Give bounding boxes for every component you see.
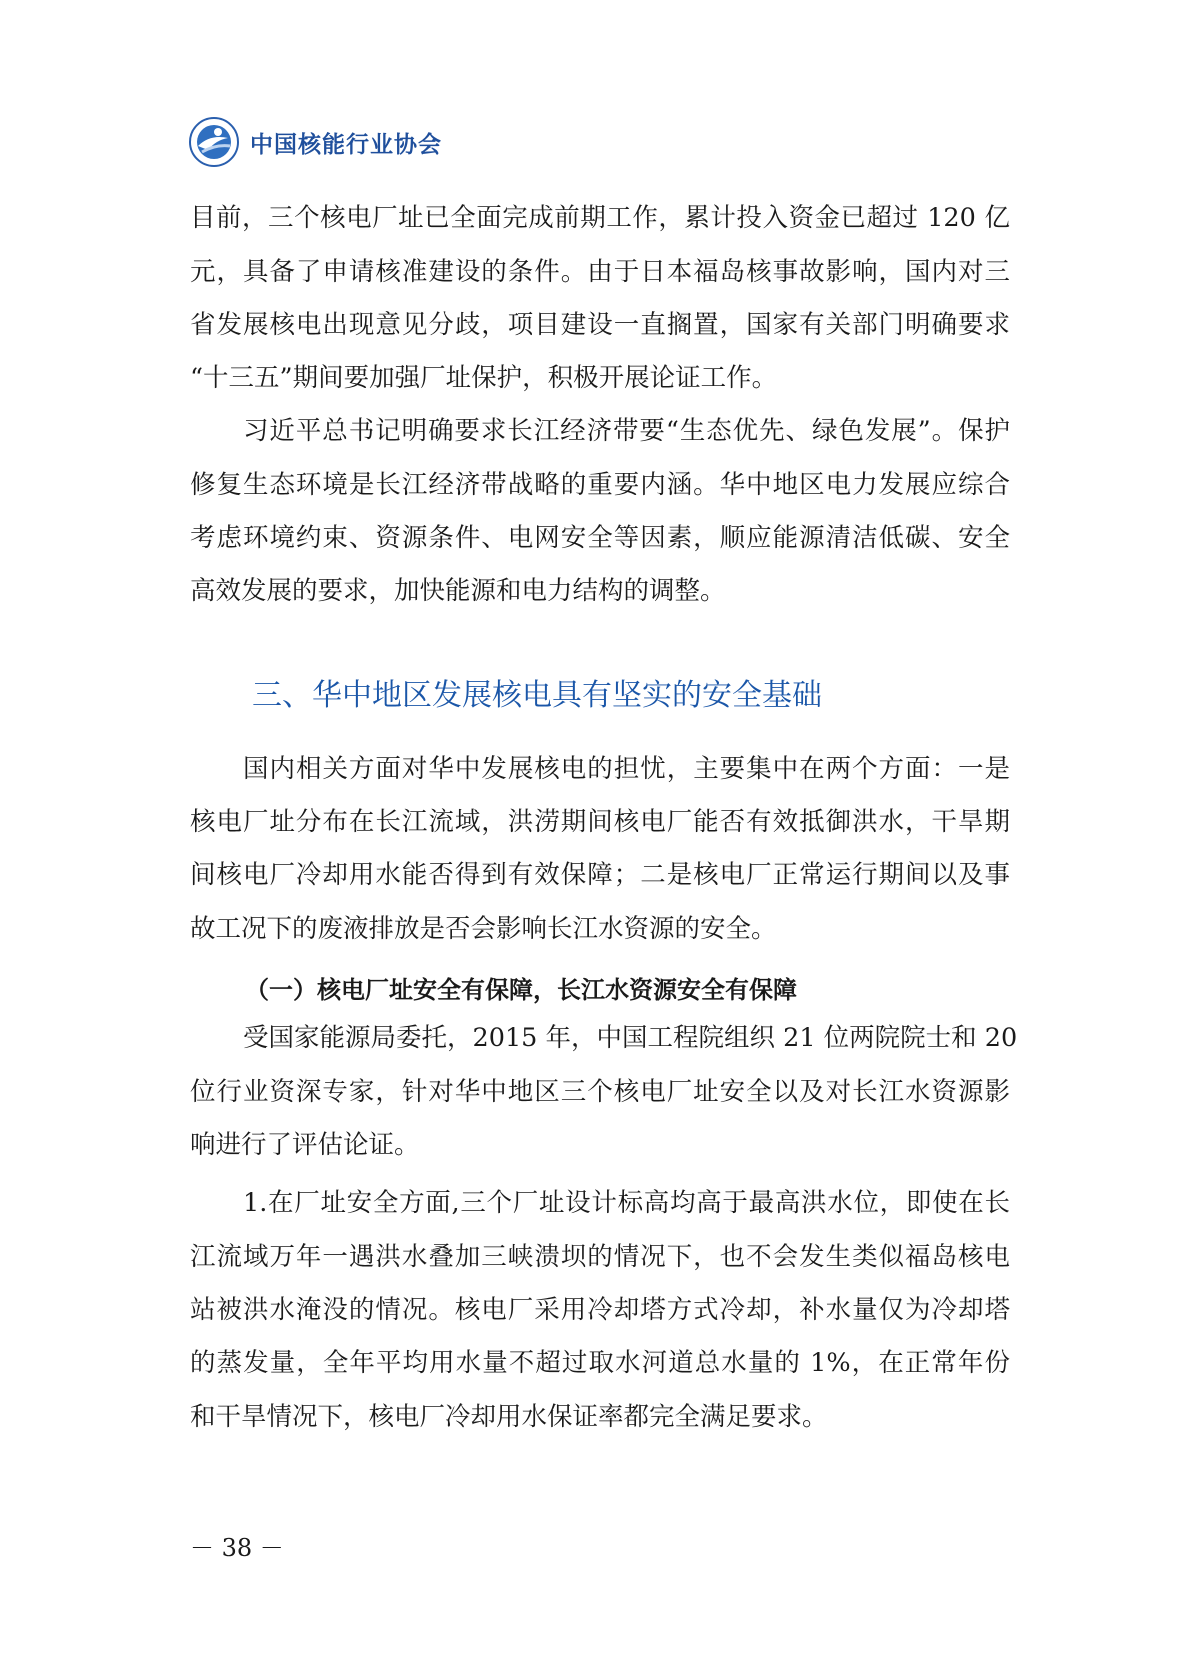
text-line: 响进行了评估论证。 [190, 1130, 420, 1160]
header-logo [188, 116, 442, 168]
text-line: 故工况下的废液排放是否会影响长江水资源的安全。 [190, 914, 777, 944]
section-heading: 三、华中地区发展核电具有坚实的安全基础 [252, 678, 822, 713]
text-line: 和干旱情况下，核电厂冷却用水保证率都完全满足要求。 [190, 1402, 828, 1432]
text-line: 核电厂址分布在长江流域，洪涝期间核电厂能否有效抵御洪水，干旱期 [190, 807, 1010, 837]
text-line: 国内相关方面对华中发展核电的担忧，主要集中在两个方面：一是 [243, 754, 1010, 784]
subheading: （一）核电厂址安全有保障，长江水资源安全有保障 [245, 976, 797, 1004]
text-line: 考虑环境约束、资源条件、电网安全等因素，顺应能源清洁低碳、安全 [190, 523, 1010, 553]
association-logo-icon [188, 116, 240, 168]
text-line: 元，具备了申请核准建设的条件。由于日本福岛核事故影响，国内对三 [190, 257, 1010, 287]
text-line: 1.在厂址安全方面,三个厂址设计标高均高于最高洪水位，即使在长 [243, 1188, 1010, 1218]
page-number: － 38 － [190, 1534, 284, 1562]
text-line: 间核电厂冷却用水能否得到有效保障；二是核电厂正常运行期间以及事 [190, 860, 1010, 890]
text-line: “十三五”期间要加强厂址保护，积极开展论证工作。 [190, 363, 778, 393]
text-line: 高效发展的要求，加快能源和电力结构的调整。 [190, 576, 726, 606]
text-line: 受国家能源局委托，2015 年，中国工程院组织 21 位两院院士和 20 [243, 1023, 1018, 1053]
text-line: 位行业资深专家，针对华中地区三个核电厂址安全以及对长江水资源影 [190, 1077, 1010, 1107]
text-line: 江流域万年一遇洪水叠加三峡溃坝的情况下，也不会发生类似福岛核电 [190, 1242, 1010, 1272]
text-line: 习近平总书记明确要求长江经济带要“生态优先、绿色发展”。保护 [243, 416, 1010, 446]
org-name: 中国核能行业协会 [250, 131, 442, 158]
text-line: 的蒸发量，全年平均用水量不超过取水河道总水量的 1%，在正常年份 [190, 1348, 1010, 1378]
text-line: 站被洪水淹没的情况。核电厂采用冷却塔方式冷却，补水量仅为冷却塔 [190, 1295, 1010, 1325]
text-line: 目前，三个核电厂址已全面完成前期工作，累计投入资金已超过 120 亿 [190, 203, 1010, 233]
text-line: 省发展核电出现意见分歧，项目建设一直搁置，国家有关部门明确要求 [190, 310, 1010, 340]
text-line: 修复生态环境是长江经济带战略的重要内涵。华中地区电力发展应综合 [190, 470, 1010, 500]
